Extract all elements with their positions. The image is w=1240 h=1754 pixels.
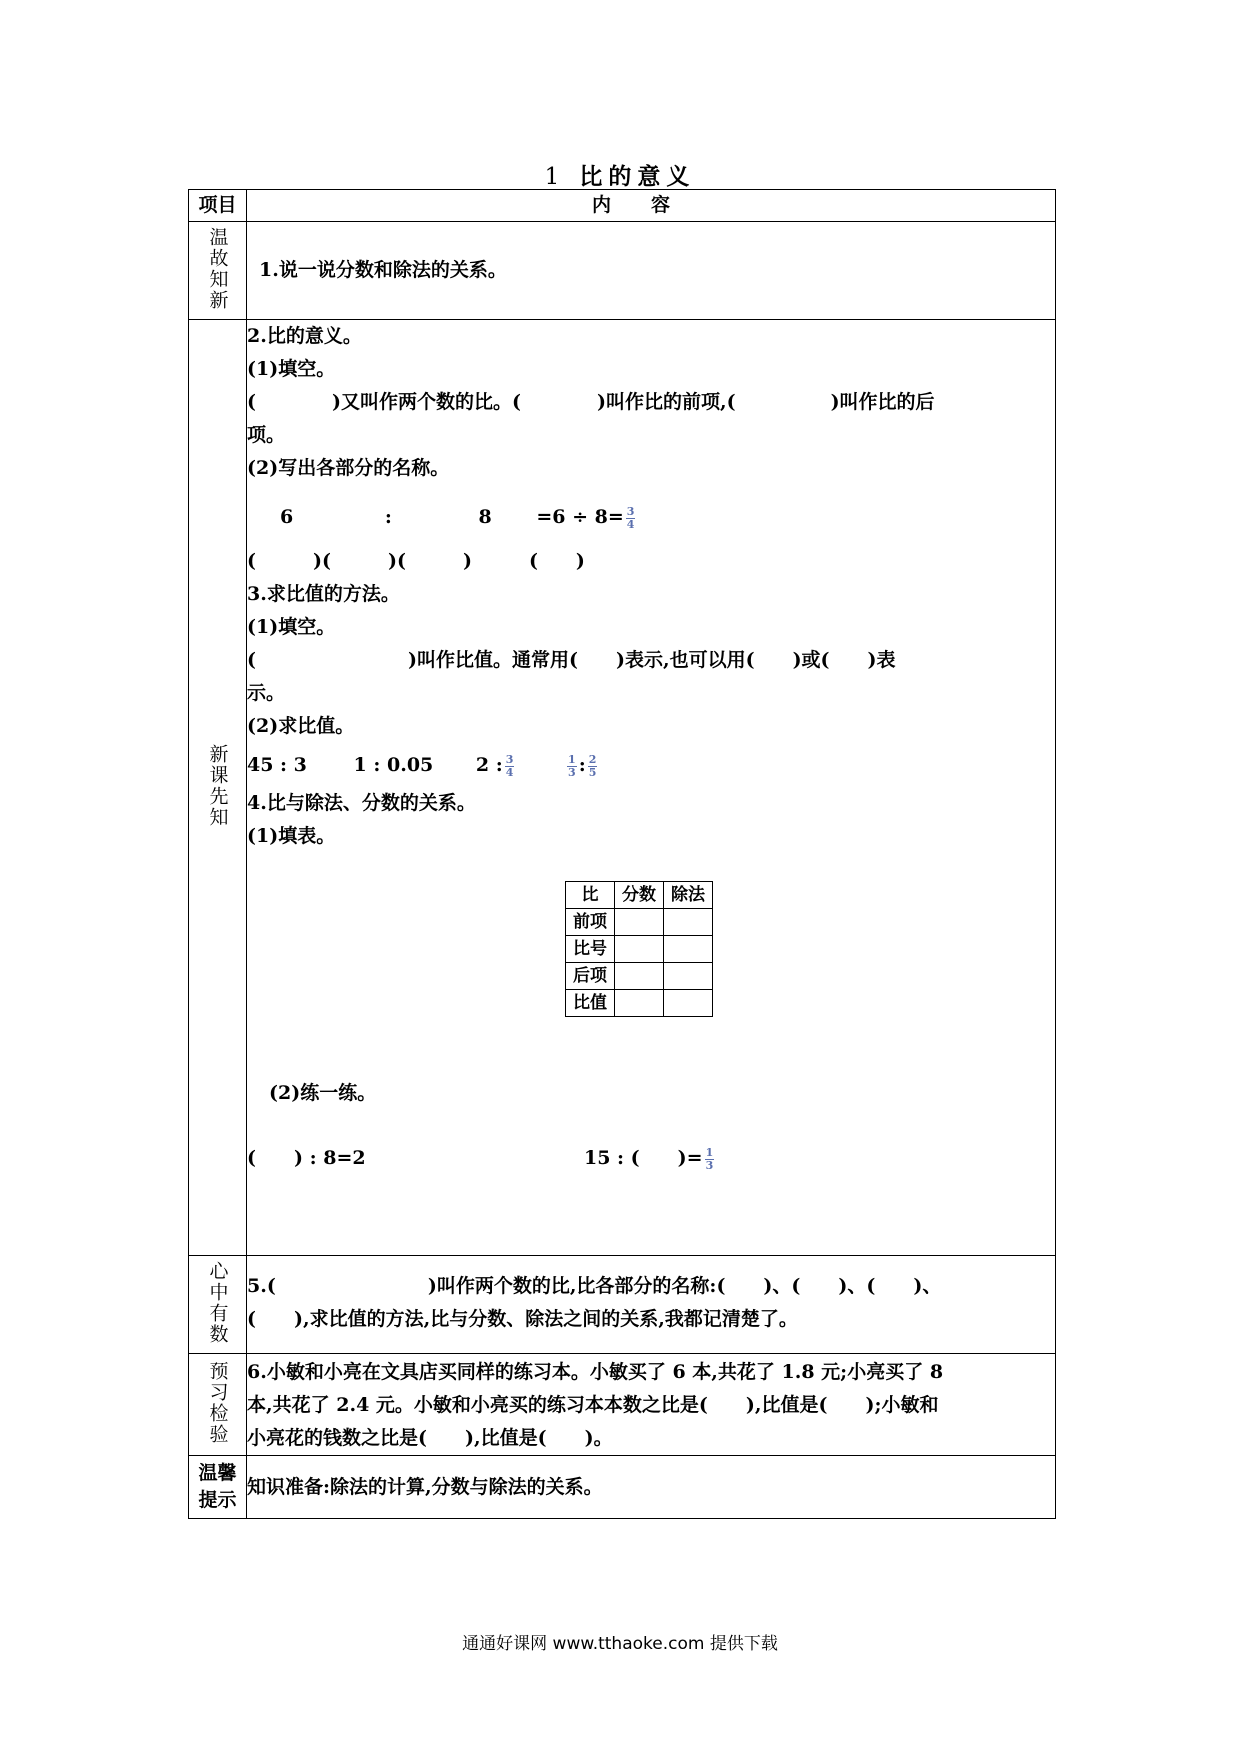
relation-row <box>566 909 713 936</box>
ratio-exercises <box>247 743 1055 787</box>
section-label: 温故知新 <box>206 226 229 311</box>
relation-header-row <box>566 882 713 909</box>
answer-cell[interactable] <box>664 990 713 1017</box>
relation-row-label: 比值 <box>566 990 615 1017</box>
fill-line: ( )又叫作两个数的比。( )叫作比的前项,( )叫作比的后 <box>247 391 935 413</box>
ratio-back: 8 <box>478 506 492 528</box>
footer-credit: 通通好课网 www.tthaoke.com 提供下载 <box>462 1634 778 1654</box>
ratio-exercise: 45 : 3 <box>247 754 307 776</box>
relation-row <box>566 990 713 1017</box>
answer-cell[interactable] <box>664 936 713 963</box>
relation-header: 比 <box>566 882 615 909</box>
relation-header: 除法 <box>664 882 713 909</box>
header-item: 项目 <box>189 190 247 222</box>
fraction: $\frac{2}{5}$ <box>588 752 597 779</box>
lesson-title: 比的意义 <box>579 163 696 190</box>
ratio-exercise: 1 : 0.05 <box>353 754 434 776</box>
lesson-number: 1 <box>544 164 566 190</box>
section-label: 新课先知 <box>206 743 229 828</box>
summary-line: 5.( )叫作两个数的比,比各部分的名称:( )、( )、( )、 <box>247 1275 942 1297</box>
fill-line: 项。 <box>247 424 286 446</box>
question-4-1: (1)填表。 <box>247 825 336 847</box>
practice-item: 15 : ( )= <box>584 1147 703 1169</box>
section-check <box>189 1354 1056 1456</box>
section-preview <box>189 320 1056 1256</box>
answer-cell[interactable] <box>615 909 664 936</box>
section-review <box>189 222 1056 320</box>
ratio-expression <box>247 497 1055 537</box>
parts-blanks: ( )( )( ) ( ) <box>247 550 585 572</box>
practice-item: ( ) : 8=2 <box>247 1147 366 1169</box>
page-title <box>0 158 1240 191</box>
ratio-colon: : <box>384 506 392 528</box>
answer-cell[interactable] <box>615 936 664 963</box>
ratio-front: 6 <box>280 506 294 528</box>
question-3-2: (2)求比值。 <box>247 715 355 737</box>
question-1: 1.说一说分数和除法的关系。 <box>259 259 507 281</box>
summary-line: ( ),求比值的方法,比与分数、除法之间的关系,我都记清楚了。 <box>247 1308 798 1330</box>
question-4-2: (2)练一练。 <box>269 1082 377 1104</box>
section-label: 预习检验 <box>206 1360 229 1445</box>
ratio-colon: : <box>578 754 586 776</box>
fraction: $\frac{1}{3}$ <box>705 1145 714 1172</box>
tip-text: 知识准备:除法的计算,分数与除法的关系。 <box>247 1475 603 1498</box>
relation-row-label: 后项 <box>566 963 615 990</box>
relation-header: 分数 <box>615 882 664 909</box>
ratio-exercise: 2 : <box>475 754 503 776</box>
relation-row-label: 前项 <box>566 909 615 936</box>
relation-row <box>566 936 713 963</box>
answer-cell[interactable] <box>615 963 664 990</box>
answer-cell[interactable] <box>664 963 713 990</box>
fill-line: ( )叫作比值。通常用( )表示,也可以用( )或( )表 <box>247 649 896 671</box>
fraction: $\frac{1}{3}$ <box>568 752 576 779</box>
section-summary <box>189 1256 1056 1354</box>
question-4: 4.比与除法、分数的关系。 <box>247 792 476 814</box>
check-line: 6.小敏和小亮在文具店买同样的练习本。小敏买了 6 本,共花了 1.8 元;小亮买了 8 <box>247 1361 944 1383</box>
section-tip <box>189 1456 1056 1519</box>
answer-cell[interactable] <box>615 990 664 1017</box>
question-2-1: (1)填空。 <box>247 358 336 380</box>
question-3-1: (1)填空。 <box>247 616 336 638</box>
relation-row <box>566 963 713 990</box>
fill-line: 示。 <box>247 682 286 704</box>
fraction: $\frac{3}{4}$ <box>626 504 635 531</box>
question-3: 3.求比值的方法。 <box>247 583 400 605</box>
question-2: 2.比的意义。 <box>247 325 362 347</box>
section-label: 温馨提示 <box>198 1462 237 1511</box>
header-row <box>189 190 1056 222</box>
lesson-table <box>188 189 1056 1519</box>
question-2-2: (2)写出各部分的名称。 <box>247 457 450 479</box>
relation-table <box>565 881 713 1017</box>
practice-item-2 <box>584 1138 716 1178</box>
fraction: $\frac{3}{4}$ <box>505 752 514 779</box>
relation-row-label: 比号 <box>566 936 615 963</box>
ratio-equation: =6 ÷ 8= <box>536 506 624 528</box>
section-label: 心中有数 <box>206 1260 229 1345</box>
answer-cell[interactable] <box>664 909 713 936</box>
check-line: 小亮花的钱数之比是( ),比值是( )。 <box>247 1427 613 1449</box>
practice-line <box>247 1138 1055 1178</box>
check-line: 本,共花了 2.4 元。小敏和小亮买的练习本本数之比是( ),比值是( );小敏和 <box>247 1394 939 1416</box>
header-content: 内容 <box>247 190 1056 222</box>
